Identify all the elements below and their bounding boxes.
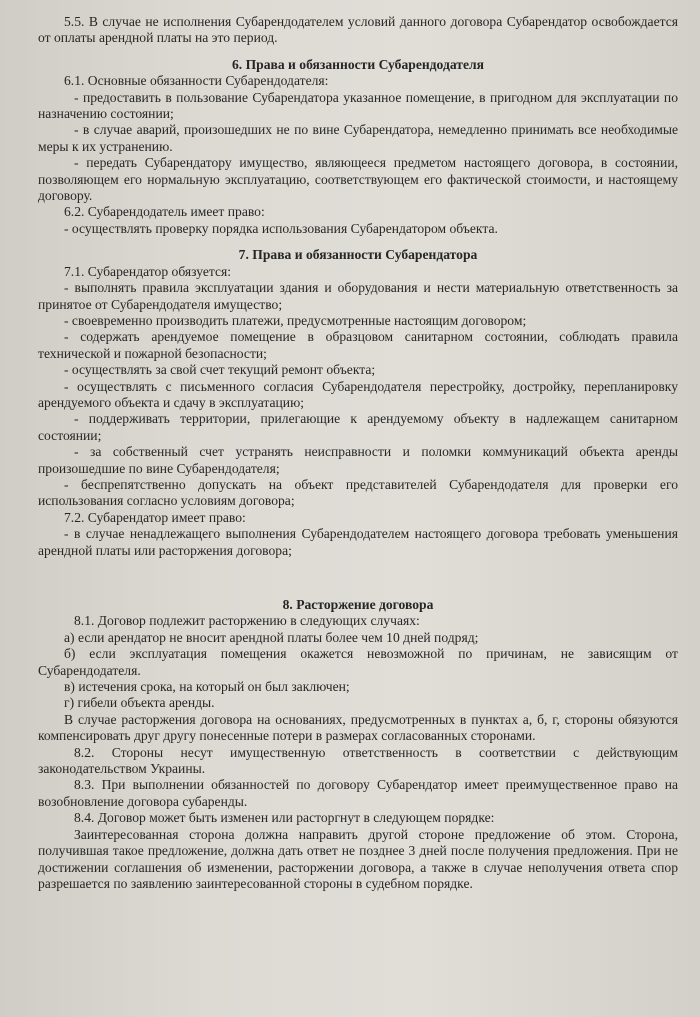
clause-7-1-item: - своевременно производить платежи, предусмотренные настоящим договором;: [64, 312, 527, 328]
clause-7-2-item: - в случае ненадлежащего выполнения Субарендодателем настоящего договора требовать уменьшения арендной платы или расторжения договора;: [38, 526, 678, 558]
clause-6-1-item: - предоставить в пользование Субарендатора указанное помещение, в пригодном для эксплуатации по назначению состоянии;: [38, 89, 678, 122]
document-page: [38, 14, 678, 892]
clause-7-1: 7.1. Субарендатор обязуется:: [64, 263, 232, 279]
clause-7-1-item: - выполнять правила эксплуатации здания и оборудования и нести материальную ответственность за принятое от Субарендодателя имущество;: [38, 280, 678, 312]
clause-5-5: 5.5. В случае не исполнения Субарендодателем условий данного договора Субарендатор освобождается от оплаты арендной платы на это период.: [38, 14, 678, 46]
clause-8-1-note: В случае расторжения договора на основаниях, предусмотренных в пунктах а, б, г, стороны обязуются компенсировать друг другу понесенные потери в размерах согласованных сторонами.: [38, 711, 678, 744]
clause-7-1-item: - осуществлять за свой счет текущий ремонт объекта;: [64, 362, 376, 378]
clause-8-3: 8.3. При выполнении обязанностей по договору Субарендатор имеет преимущественное право на возобновление договора субаренды.: [38, 777, 678, 809]
clause-8-1-item: в) истечения срока, на который он был заключен;: [64, 679, 350, 695]
section-7-title: 7. Права и обязанности Субарендатора: [238, 247, 478, 263]
clause-8-1-item: а) если арендатор не вносит арендной платы более чем 10 дней подряд;: [64, 629, 479, 645]
section-6-title: 6. Права и обязанности Субарендодателя: [232, 56, 484, 72]
clause-7-1-item: - за собственный счет устранять неисправности и поломки коммуникаций объекта аренды произошедшие по вине Субарендодателя;: [38, 444, 678, 476]
section-8-title: 8. Расторжение договора: [282, 597, 434, 612]
clause-7-1-item: - беспрепятственно допускать на объект представителей Субарендодателя для проверки его использования согласно условиям договора;: [38, 476, 678, 509]
clause-8-1-item: б) если эксплуатация помещения окажется невозможной по причинам, не зависящим от Субарендодателя.: [38, 646, 678, 678]
clause-7-1-item: - поддерживать территории, прилегающие к арендуемому объекту в надлежащем санитарном состоянии;: [38, 411, 678, 443]
clause-8-1: 8.1. Договор подлежит расторжению в следующих случаях:: [74, 613, 420, 629]
clause-6-1-item: - передать Субарендатору имущество, являющееся предметом настоящего договора, в состоянии, позволяющем его нормальную эксплуатацию, соответствующем его фактической стоимости, и настоящему договору.: [38, 155, 678, 204]
clause-7-2: 7.2. Субарендатор имеет право:: [64, 509, 246, 525]
clause-8-2: 8.2. Стороны несут имущественную ответственность в соответствии с действующим законодательством Украины.: [38, 744, 678, 777]
clause-6-1-item: - в случае аварий, произошедших не по вине Субарендатора, немедленно принимать все необходимые меры к их устранению.: [38, 122, 678, 154]
clause-8-4-text: Заинтересованная сторона должна направить другой стороне предложение об этом. Сторона, получившая такое предложение, должна дать ответ не позднее 3 дней после получения предложения. При не достижении соглашения об изменении, расторжении договора, а также в случае неполучения ответа спор разрешается по заявлению заинтересованной стороны в судебном порядке.: [38, 826, 678, 891]
clause-6-2-item: - осуществлять проверку порядка использования Субарендатором объекта.: [64, 220, 498, 236]
clause-8-1-item: г) гибели объекта аренды.: [64, 695, 215, 711]
clause-6-1: 6.1. Основные обязанности Субарендодателя:: [64, 73, 329, 89]
clause-7-1-item: - осуществлять с письменного согласия Субарендодателя перестройку, достройку, перепланировку арендуемого объекта и сдачу в эксплуатацию;: [38, 378, 678, 410]
clause-6-2: 6.2. Субарендодатель имеет право:: [64, 204, 265, 220]
clause-8-4: 8.4. Договор может быть изменен или расторгнут в следующем порядке:: [74, 810, 495, 826]
clause-7-1-item: - содержать арендуемое помещение в образцовом санитарном состоянии, соблюдать правила технической и пожарной безопасности;: [38, 329, 678, 361]
